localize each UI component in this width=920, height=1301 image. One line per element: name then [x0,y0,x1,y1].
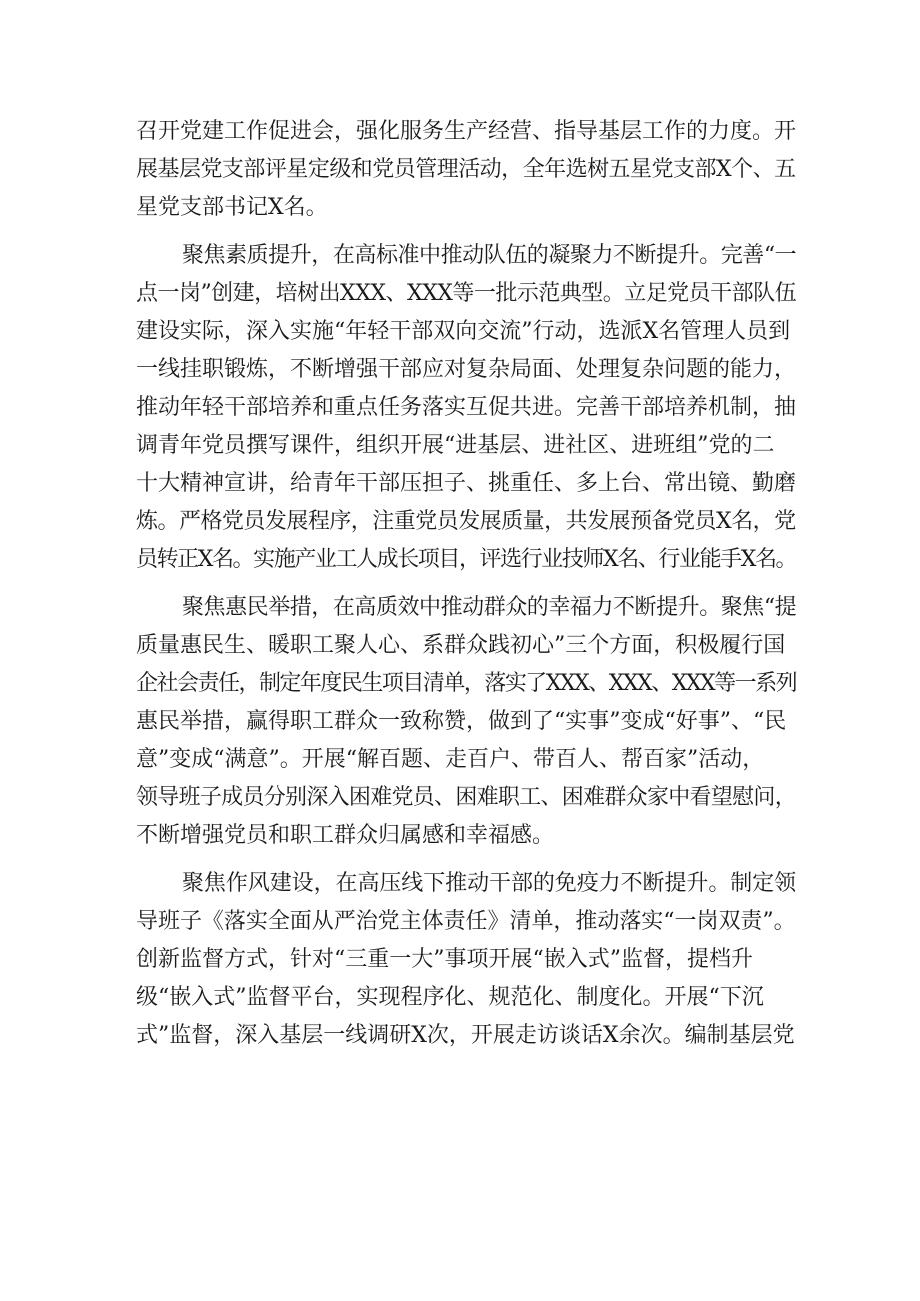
text-line: 召开党建工作促进会，强化服务生产经营、指导基层工作的力度。开 [136,119,797,144]
text-line: 一线挂职锻炼，不断增强干部应对复杂局面、处理复杂问题的能力， [136,357,797,382]
text-line: 展基层党支部评星定级和党员管理活动，全年选树五星党支部X个、五 [136,157,796,182]
text-line: 炼。严格党员发展程序，注重党员发展质量，共发展预备党员X名，党 [136,509,796,534]
text-line: 建设实际，深入实施“年轻干部双向交流”行动，选派X名管理人员到 [136,319,791,344]
text-line: 导班子《落实全面从严治党主体责任》清单，推动落实“一岗双责”。 [136,909,796,934]
text-line: 意”变成“满意”。开展“解百题、走百户、带百人、帮百家”活动， [136,747,765,772]
paragraph-first-line: 聚焦素质提升，在高标准中推动队伍的凝聚力不断提升。完善“一 [182,243,797,268]
paragraph-first-line: 聚焦惠民举措，在高质效中推动群众的幸福力不断提升。聚焦“提 [182,595,797,620]
text-line: 式”监督，深入基层一线调研X次，开展走访谈话X余次。编制基层党 [136,1023,795,1048]
paragraph-first-line: 聚焦作风建设，在高压线下推动干部的免疫力不断提升。制定领 [182,871,797,896]
text-line: 星党支部书记X名。 [136,195,328,220]
text-line: 质量惠民生、暖职工聚人心、系群众践初心”三个方面，积极履行国 [136,633,786,658]
text-line: 点一岗”创建，培树出XXX、XXX等一批示范典型。立足党员干部队伍 [136,281,797,306]
text-line: 员转正X名。实施产业工人成长项目，评选行业技师X名、行业能手X名。 [136,547,797,572]
text-line: 推动年轻干部培养和重点任务落实互促共进。完善干部培养机制，抽 [136,395,797,420]
text-line: 领导班子成员分别深入困难党员、困难职工、困难群众家中看望慰问， [136,785,796,810]
text-line: 调青年党员撰写课件，组织开展“进基层、进社区、进班组”党的二 [136,433,775,458]
text-line: 创新监督方式，针对“三重一大”事项开展“嵌入式”监督，提档升 [136,947,753,972]
text-line: 惠民举措，赢得职工群众一致称赞，做到了“实事”变成“好事”、“民 [136,709,787,734]
text-line: 级“嵌入式”监督平台，实现程序化、规范化、制度化。开展“下沉 [136,985,764,1010]
text-line: 不断增强党员和职工群众归属感和幸福感。 [136,823,555,848]
text-line: 企社会责任，制定年度民生项目清单，落实了XXX、XXX、XXX等一系列 [136,671,797,696]
text-line: 十大精神宣讲，给青年干部压担子、挑重任、多上台、常出镜、勤磨 [136,471,797,496]
